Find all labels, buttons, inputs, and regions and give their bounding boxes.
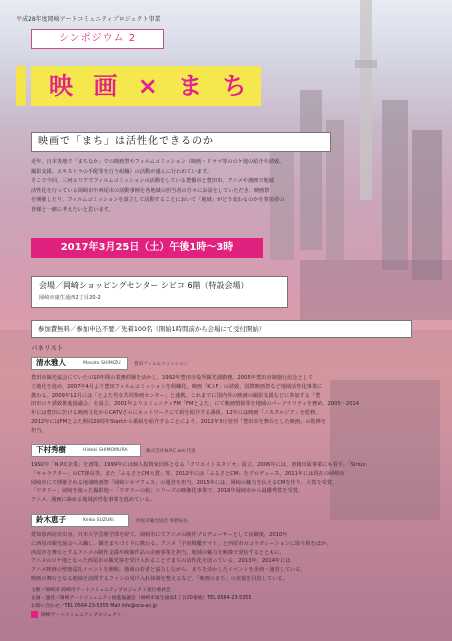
bio-line: 田市ロケ誘致推進協議会」を設立。2001年よりコミュニティFM「FMとよた」にて映画情報等を地域のパーソナリティを務め、2005〜2014 [31, 401, 360, 408]
bio-line: 「キャラクター」のCT課長等。また「ふるさとCM大賞」等、2012年には「ふるさとCM」をプロデュース。2011年には現在の岡崎市 [31, 470, 345, 477]
venue-name: 会場／岡崎ショッピングセンター シビコ 6階（特設会場） [39, 281, 249, 290]
bio-line: 1992年「N.P.C企業」を創業。1999年には個人投資家団体となる「クリエイトスタジオ」設立。2006年には、書籍出版事業にも着手。「Sirius」 [31, 462, 371, 468]
panelist-name-en: Masato SHIMIZU [83, 361, 121, 366]
intro-line: 皆様と一緒に考えたいと思います。 [31, 206, 114, 213]
footer [31, 587, 431, 620]
panelist-name: 鈴木恵子 [36, 515, 66, 524]
panelist-role: 西尾市観光協会 事務局長 [136, 519, 188, 524]
intro-line: 活性化を行っている岡崎市や西尾市の活動事例を各地域の担当者の方々にお話をしていただき、映画祭 [31, 187, 270, 194]
bio-line: 立地化を進め、2007年4月より豊田フィルムコミッションを組織化。映画「K.I.F」の誘致、国際映画祭など地域活性化事業に [31, 383, 323, 390]
intro-line: を開催したり、フィルムコミッションを設立して活動することにおいて「地域」がどう変わるのかを参加者の [31, 197, 285, 203]
title-accent-bar [16, 66, 26, 106]
logo-icon [31, 611, 38, 618]
intro-line: 近年、日本各地で「まちなか」での映画祭やフィルムコミッション（映画・ドラマ等のロケ地の紹介や誘致、 [31, 159, 285, 165]
bio-line: 愛知県西尾市出身。日本大学芸術学部を経て、岡崎市にてアニメの制作プロデューサーとして活躍後、2010年 [31, 532, 288, 538]
panelist-bio [31, 531, 431, 584]
footer-line: 主催／岡崎市 岡崎市アートコミュニティプロジェクト実行委員会 [31, 588, 171, 593]
bio-line: アニメ、漫画に絡める地域活性化事業を進めている。 [31, 497, 155, 504]
panelist-name-en: Hideki SHIMOMURA [83, 448, 128, 453]
bio-line: アニメ映画の聖地巡礼イベントを開催。地域の若者と協力しながら、まちを活かしたイベントを企画・運営している。 [31, 567, 306, 574]
admission-info: 参加費無料／参加申込不要／先着100名（開始1時間前から会場にて受付開始） [31, 320, 412, 338]
footer-line: お問い合わせ／TEL 0564-23-5355 Mail info@oca-ac.jp [31, 604, 158, 609]
symposium-label: シンポジウム 2 [31, 29, 164, 49]
bio-line: 岡崎市にて開催される地域映画祭「岡崎シネマフェス」の運営を担当。2015年には、岡崎の魅力を伝えるCMを作り、大賞を受賞。 [31, 479, 338, 486]
intro-text [31, 158, 431, 215]
panelist-bio [31, 374, 431, 436]
panelist-name: 下村秀樹 [36, 445, 66, 454]
bio-line: アニメのロケ地となった西尾市の観光客を受け入れることでまちの活性化を図っている。2013年、2014年には [31, 558, 291, 565]
bio-line: に西尾市観光協会へ入職し、観光まちづくりに携わる。アニメ「宇宙戦艦ヤマト」と西尾市のコラボレーションに取り組むほか、 [31, 540, 332, 547]
footer-logo [31, 611, 431, 620]
panelist-role: 株式会社N.P.C.ent 代表 [146, 449, 196, 454]
intro-line: そこで今回、三河エリアでフィルムコミッションの活動をしている豊橋市と豊田市、アニメや漫画で地域 [31, 178, 274, 184]
panelist-name: 清水雅人 [36, 358, 66, 367]
panelist-role: 豊田フィルムコミッション [134, 362, 189, 367]
bio-line: 携わる。2009年12月には「とよた男女共同参画センター」と連携。これまでに国内外の映画の撮影支援などに参加する「豊 [31, 392, 321, 399]
bio-line: 映画の舞台となる地域を訪問するファンの受け入れ体制を整えるなど、「映画のまち」の実現を目指している。 [31, 575, 288, 582]
panelist-label: パネリスト [31, 344, 64, 352]
header-text: 平成28年度岡崎アートコミュニティプロジェクト事業 [16, 16, 161, 23]
page-title: 映 画 × ま ち [49, 72, 253, 100]
footer-line: 企画・運営／岡崎アートコミュニティ推進協議会（岡崎市康生通南1丁目20番地）TEL 0564-23-5355 [31, 596, 252, 601]
bio-line: 西尾市を舞台とするアニメの制作支援や映像作品の企画事業を担当。地域の魅力を映像で発信するとともに、 [31, 549, 285, 556]
bio-line: 年には豊田に於ける映画文化からCATVさらにネットワークにて約を紹介する番組。12年には映画「ノスタルジア」を監修。 [31, 410, 321, 417]
venue-address: 岡崎市康生通西2丁目20-2 [39, 295, 101, 301]
footer-logo-text: 岡崎アートコミュニティプロジェクト [41, 613, 122, 618]
intro-line: 撮影支援、エキストラの手配等を行う組織）の活動が盛んに行われています。 [31, 168, 213, 175]
panelist-name-en: Keiko SUZUKI [83, 518, 114, 523]
bio-line: 2012年にはFMとよた開局20周年Startから番組を紹介することにより、2012年3月発刊「豊田市を舞台とした映画」の監修を [31, 418, 327, 425]
event-date: 2017年3月25日（土）午後1時〜3時 [31, 238, 263, 258]
bio-line: 担当。 [31, 427, 47, 434]
panelist-bio [31, 461, 431, 505]
bio-line: 「ワタリー」岡崎を使った撮影地〜「ワタリーの旅」シリーズの映像化事業で、2016年岡崎市から最優秀賞を受賞。 [31, 488, 304, 495]
subtitle: 映画で「まち」は活性化できるのか [31, 132, 331, 152]
bio-line: 豊田市観光協会にていたの10年間の業務経験を活かし、1992年豊田市役所観光課勤務。2005年豊田市制施行記念として [31, 375, 314, 381]
